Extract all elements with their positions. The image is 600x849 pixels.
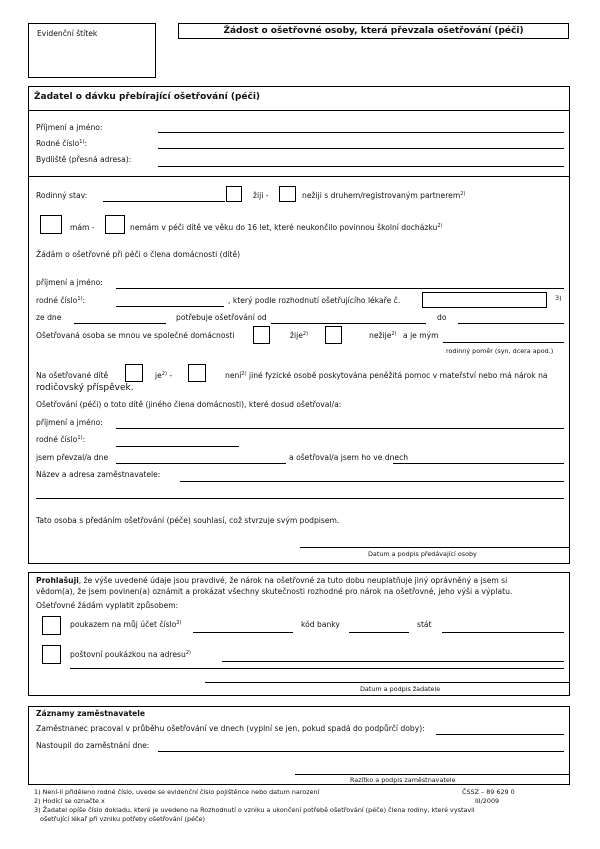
section-divider xyxy=(28,176,570,177)
is-not-paid-label: není$^{2)}$ jiné fyzické osobě poskytována peněžitá pomoc v mateřství nebo má nárok na xyxy=(225,371,548,380)
family-status-field[interactable] xyxy=(103,201,225,202)
patient-name-field[interactable] xyxy=(116,288,564,289)
employer-stamp-field[interactable] xyxy=(295,774,570,775)
care-to-field[interactable] xyxy=(458,323,564,324)
employer-field-line2[interactable] xyxy=(36,498,564,499)
employer-records-title: Záznamy zaměstnavatele xyxy=(36,709,145,718)
patient-name-label: příjmení a jméno: xyxy=(36,278,103,287)
worked-days-field[interactable] xyxy=(436,734,564,735)
have-child-label: mám - xyxy=(70,223,95,232)
previous-carer-birth-label: rodné číslo$^{1)}$: xyxy=(36,435,86,444)
previous-carer-birth-field[interactable] xyxy=(116,446,239,447)
footnote-1: 1) Není-li přiděleno rodné číslo, uvede se evidenční číslo pojištěnce nebo datum narození xyxy=(34,788,320,796)
decision-footnote-ref: 3) xyxy=(555,294,562,302)
not-lives-with-partner-checkbox[interactable] xyxy=(279,186,296,202)
declaration-line1: Prohlašuji, že výše uvedené údaje jsou pravdivé, že nárok na ošetřovné za tuto dobu neuplatňuje jiný oprávněný a jsem si xyxy=(36,576,508,585)
employer-stamp-label: Razítko a podpis zaměstnavatele xyxy=(350,776,456,784)
footnote-3: 3) Žadatel opíše číslo dokladu, které je uvedeno na Rozhodnutí o vzniku a ukončení potřebě ošetřování (péče) člena rodiny, které vystavil xyxy=(34,806,475,814)
section-divider xyxy=(28,110,570,111)
have-child-checkbox[interactable] xyxy=(40,215,62,234)
took-over-field[interactable] xyxy=(116,463,286,464)
care-to-label: do xyxy=(437,313,447,322)
applicant-name-field[interactable] xyxy=(158,132,564,133)
patient-birth-label: rodné číslo$^{1)}$: xyxy=(36,296,86,305)
payment-method-label: Ošetřovné žádám vyplatit způsobem: xyxy=(36,601,179,610)
applicant-name-label: Příjmení a jméno: xyxy=(36,123,103,132)
took-over-label: jsem převzal/a dne xyxy=(36,453,109,462)
is-not-paid-checkbox[interactable] xyxy=(188,364,206,382)
decision-number-box[interactable] xyxy=(422,292,547,308)
postal-address-field[interactable] xyxy=(222,661,564,662)
is-paid-label: $je^{2)}$ - xyxy=(155,371,173,380)
bank-account-label: poukazem na můj účet číslo$^{2)}$ xyxy=(70,620,182,629)
footnote-2: 2) Hodící se označte x xyxy=(34,797,105,805)
applicant-address-field[interactable] xyxy=(158,166,564,167)
postal-order-label: poštovní poukázkou na adresu$^{2)}$ xyxy=(70,650,191,659)
start-date-field[interactable] xyxy=(158,751,564,752)
postal-order-checkbox[interactable] xyxy=(42,645,61,664)
household-label: Ošetřovaná osoba se mnou ve společné domácnosti xyxy=(36,331,235,340)
applicant-section-title: Žadatel o dávku přebírající ošetřování (péči) xyxy=(34,92,261,102)
allowance-text-cont: rodičovský příspěvek. xyxy=(36,383,134,393)
bank-code-field[interactable] xyxy=(349,632,409,633)
bank-account-field[interactable] xyxy=(193,632,293,633)
patient-birth-field[interactable] xyxy=(116,306,224,307)
lives-with-partner-checkbox[interactable] xyxy=(226,186,242,202)
relation-field[interactable] xyxy=(443,342,564,343)
footnote-3-cont: ošetřující lékař při vzniku potřeby ošetřování (péče) xyxy=(40,815,205,823)
previous-carer-name-field[interactable] xyxy=(116,428,564,429)
lives-together-label: žije$^{2)}$ xyxy=(290,331,309,340)
start-date-label: Nastoupil do zaměstnání dne: xyxy=(36,741,150,750)
decision-date-field[interactable] xyxy=(74,323,166,324)
relation-hint: rodinný poměr (syn, dcera apod.) xyxy=(446,347,554,355)
relation-label: a je mým xyxy=(403,331,439,340)
employer-field[interactable] xyxy=(180,481,564,482)
worked-days-label: Zaměstnanec pracoval v průběhu ošetřování ve dnech (vyplní se jen, pokud spadá do podpůrčí doby): xyxy=(36,724,425,733)
state-label: stát xyxy=(417,620,432,629)
cared-until-label: a ošetřoval/a jsem ho ve dnech xyxy=(289,453,409,462)
doctor-decision-label: , který podle rozhodnutí ošetřujícího lékaře č. xyxy=(228,296,401,305)
cared-until-field[interactable] xyxy=(393,463,564,464)
previous-carer-text: Ošetřování (péči) o toto dítě (jiného člena domácnosti), které dosud ošetřoval/a: xyxy=(36,400,342,409)
declaration-line2: vědom(a), že jsem povinen(a) oznámit a prokázat všechny skutečnosti rozhodné pro nárok na ošetřovné, jeho výši a výplatu. xyxy=(36,587,513,596)
postal-address-field-line2[interactable] xyxy=(70,668,564,669)
applicant-address-label: Bydliště (přesná adresa): xyxy=(36,155,132,164)
applicant-birth-field[interactable] xyxy=(158,148,564,149)
form-code: ČSSZ – 89 629 0 xyxy=(462,788,515,796)
previous-carer-name-label: příjmení a jméno: xyxy=(36,418,103,427)
decision-date-label: ze dne xyxy=(36,313,62,322)
consent-text: Tato osoba s předáním ošetřování (péče) souhlasí, což stvrzuje svým podpisem. xyxy=(36,516,340,525)
care-request-text: Žádám o ošetřovné při péči o člena domácnosti (dítě) xyxy=(36,250,241,259)
applicant-signature-field[interactable] xyxy=(205,682,570,683)
no-child-label: nemám v péči dítě ve věku do 16 let, které neukončilo povinnou školní docházku$^{2)}$ xyxy=(130,223,443,232)
not-lives-together-checkbox[interactable] xyxy=(325,326,342,344)
handover-signature-field[interactable] xyxy=(300,547,570,548)
handover-signature-label: Datum a podpis předávající osoby xyxy=(368,550,477,558)
form-date: III/2009 xyxy=(475,797,500,805)
is-paid-checkbox[interactable] xyxy=(125,364,143,382)
state-field[interactable] xyxy=(442,632,564,633)
not-lives-together-label: nežije$^{2)}$ xyxy=(369,331,397,340)
no-child-checkbox[interactable] xyxy=(105,215,125,234)
lives-label: žiji - xyxy=(253,191,269,200)
care-from-label: potřebuje ošetřování od xyxy=(176,313,267,322)
family-status-label: Rodinný stav: xyxy=(36,191,88,200)
lives-together-checkbox[interactable] xyxy=(253,326,270,344)
form-title: Žádost o ošetřovné osoby, která převzala ošetřování (péči) xyxy=(223,26,524,36)
applicant-signature-label: Datum a podpis žadatele xyxy=(360,685,441,693)
applicant-birth-label: Rodné číslo$^{1)}$: xyxy=(36,139,87,148)
employer-label: Název a adresa zaměstnavatele: xyxy=(36,470,161,479)
evidence-label: Evidenční štítek xyxy=(37,29,98,38)
bank-code-label: kód banky xyxy=(301,620,340,629)
care-from-field[interactable] xyxy=(271,323,426,324)
bank-transfer-checkbox[interactable] xyxy=(42,616,61,635)
not-lives-label: nežiji s druhem/registrovaným partnerem$^{2)}$ xyxy=(302,191,466,200)
child-allowance-label: Na ošetřované dítě xyxy=(36,371,109,380)
